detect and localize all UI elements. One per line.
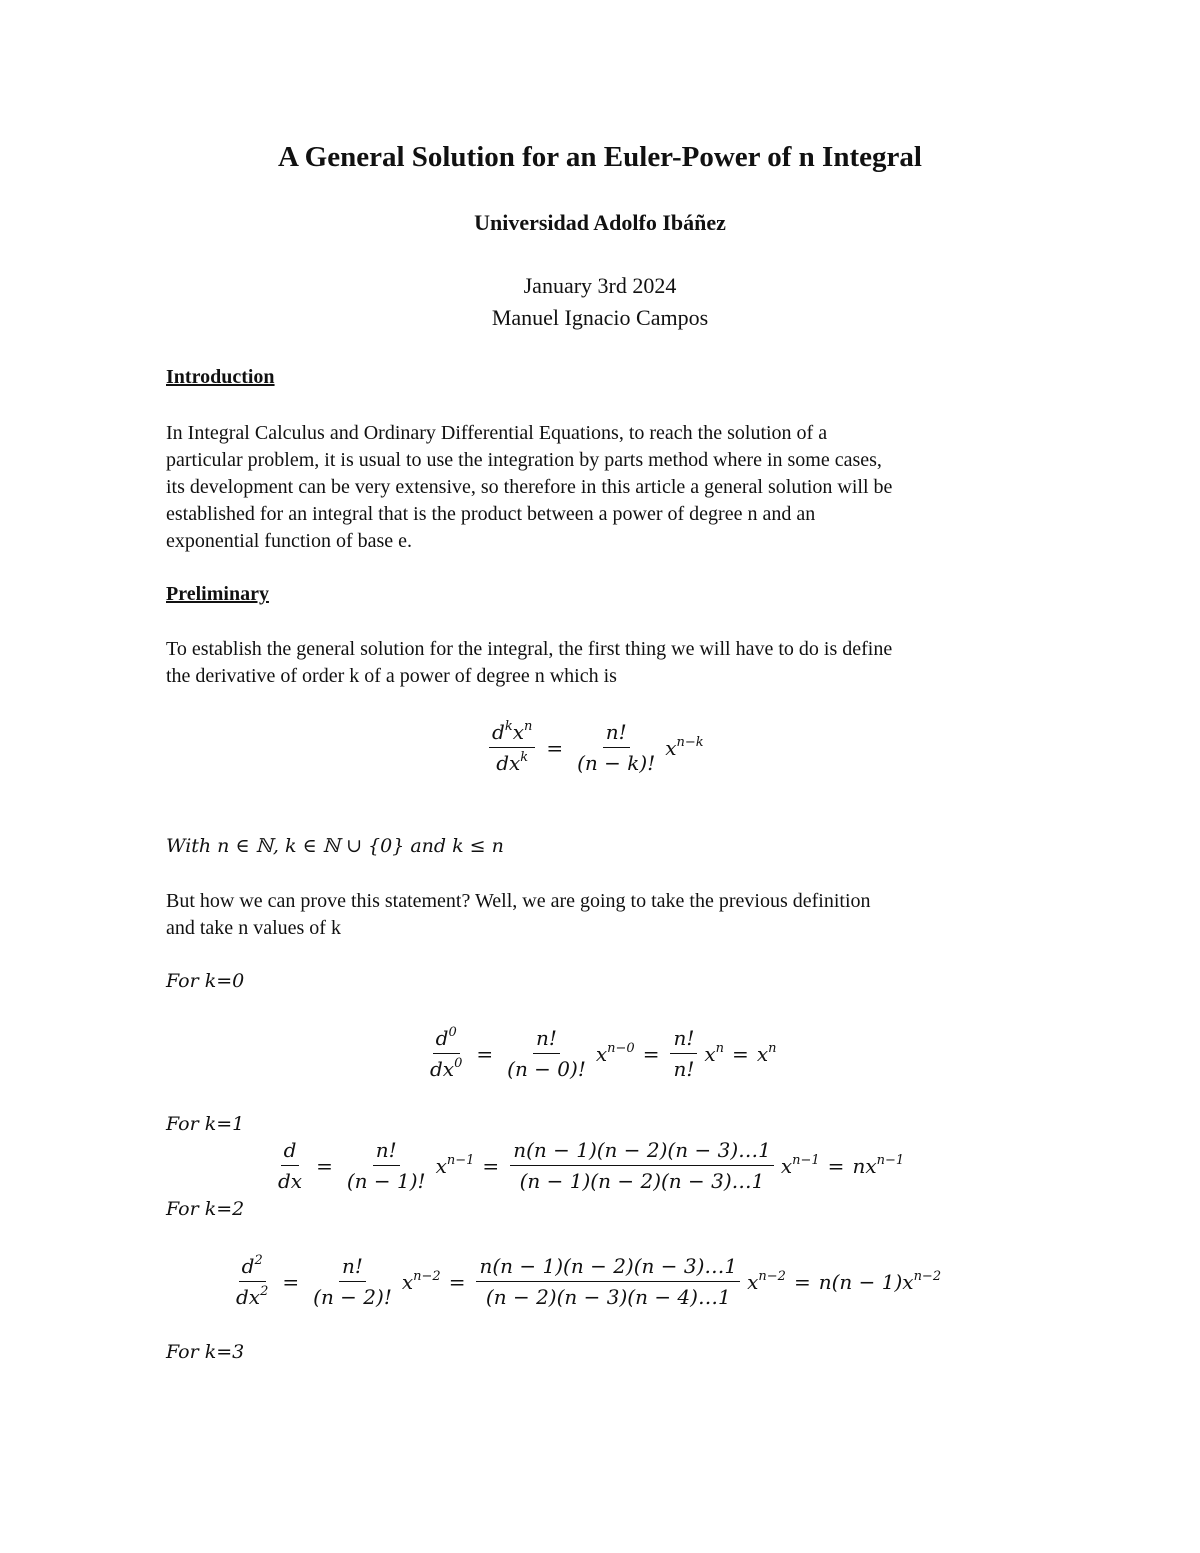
paragraph-line: In Integral Calculus and Ordinary Differential Equations, to reach the solution of a <box>166 422 828 444</box>
introduction-heading: Introduction <box>166 366 275 388</box>
preliminary-paragraph <box>166 636 1036 690</box>
university-name: Universidad Adolfo Ibáñez <box>474 210 726 235</box>
case-label-k2: For k=2 <box>166 1198 245 1220</box>
equation-k2: $\frac{d^2}{dx^2}$ = $\frac{n!}{(n - 2)!}$ $x^{n-2}$ = $\frac{n(n - 1)(n - 2)(n - 3)\dots 1}{(n - 2)(n - 3)(n - 4)\dots 1}$ $x^{n-2}$ = $n(n - 1)x^{n-2}$ <box>236 1253 942 1309</box>
lhs-fraction: $\frac{d^kx^n}{dx^k}$ <box>489 720 535 775</box>
paragraph-line: and take n values of k <box>166 917 341 939</box>
paragraph-line: the derivative of order k of a power of degree n which is <box>166 665 617 687</box>
paragraph-line: But how we can prove this statement? Well, we are going to take the previous definition <box>166 890 871 912</box>
derivative-definition-equation: $\frac{d^kx^n}{dx^k}$ = $\frac{n!}{(n - k)!}$ $x^{n-k}$ <box>484 720 706 775</box>
rhs-fraction: $\frac{n!}{(n - k)!}$ <box>577 720 656 775</box>
case-label-k3: For k=3 <box>166 1341 245 1363</box>
author-name: Manuel Ignacio Campos <box>491 305 709 330</box>
paragraph-line: To establish the general solution for the integral, the first thing we will have to do is define <box>166 638 893 660</box>
case-label-k1: For k=1 <box>166 1113 245 1135</box>
introduction-paragraph <box>166 420 1036 555</box>
paragraph-line: its development can be very extensive, so therefore in this article a general solution will be <box>166 476 893 498</box>
paragraph-line: established for an integral that is the product between a power of degree n and an <box>166 503 816 525</box>
preliminary-heading: Preliminary <box>166 583 269 605</box>
paragraph-line: exponential function of base e. <box>166 530 413 552</box>
question-paragraph <box>166 888 1036 942</box>
document-title: A General Solution for an Euler-Power of n Integral <box>278 141 922 173</box>
case-label-k0: For k=0 <box>166 970 245 992</box>
definition-condition: With n ∈ ℕ, k ∈ ℕ ∪ {0} and k ≤ n <box>166 835 504 857</box>
paragraph-line: particular problem, it is usual to use the integration by parts method where in some cases, <box>166 449 882 471</box>
equation-k0: $\frac{d^0}{dx^0}$ = $\frac{n!}{(n - 0)!}$ $x^{n-0}$ = $\frac{n!}{n!}$ $x^n$ = $x^n$ <box>430 1025 777 1081</box>
document-date: January 3rd 2024 <box>523 273 677 298</box>
equation-k1: $\frac{d}{dx}$ = $\frac{n!}{(n - 1)!}$ $x^{n-1}$ = $\frac{n(n - 1)(n - 2)(n - 3)\dots 1}{(n - 1)(n - 2)(n - 3)\dots 1}$ $x^{n-1}$ = $nx^{n-1}$ <box>278 1138 905 1193</box>
